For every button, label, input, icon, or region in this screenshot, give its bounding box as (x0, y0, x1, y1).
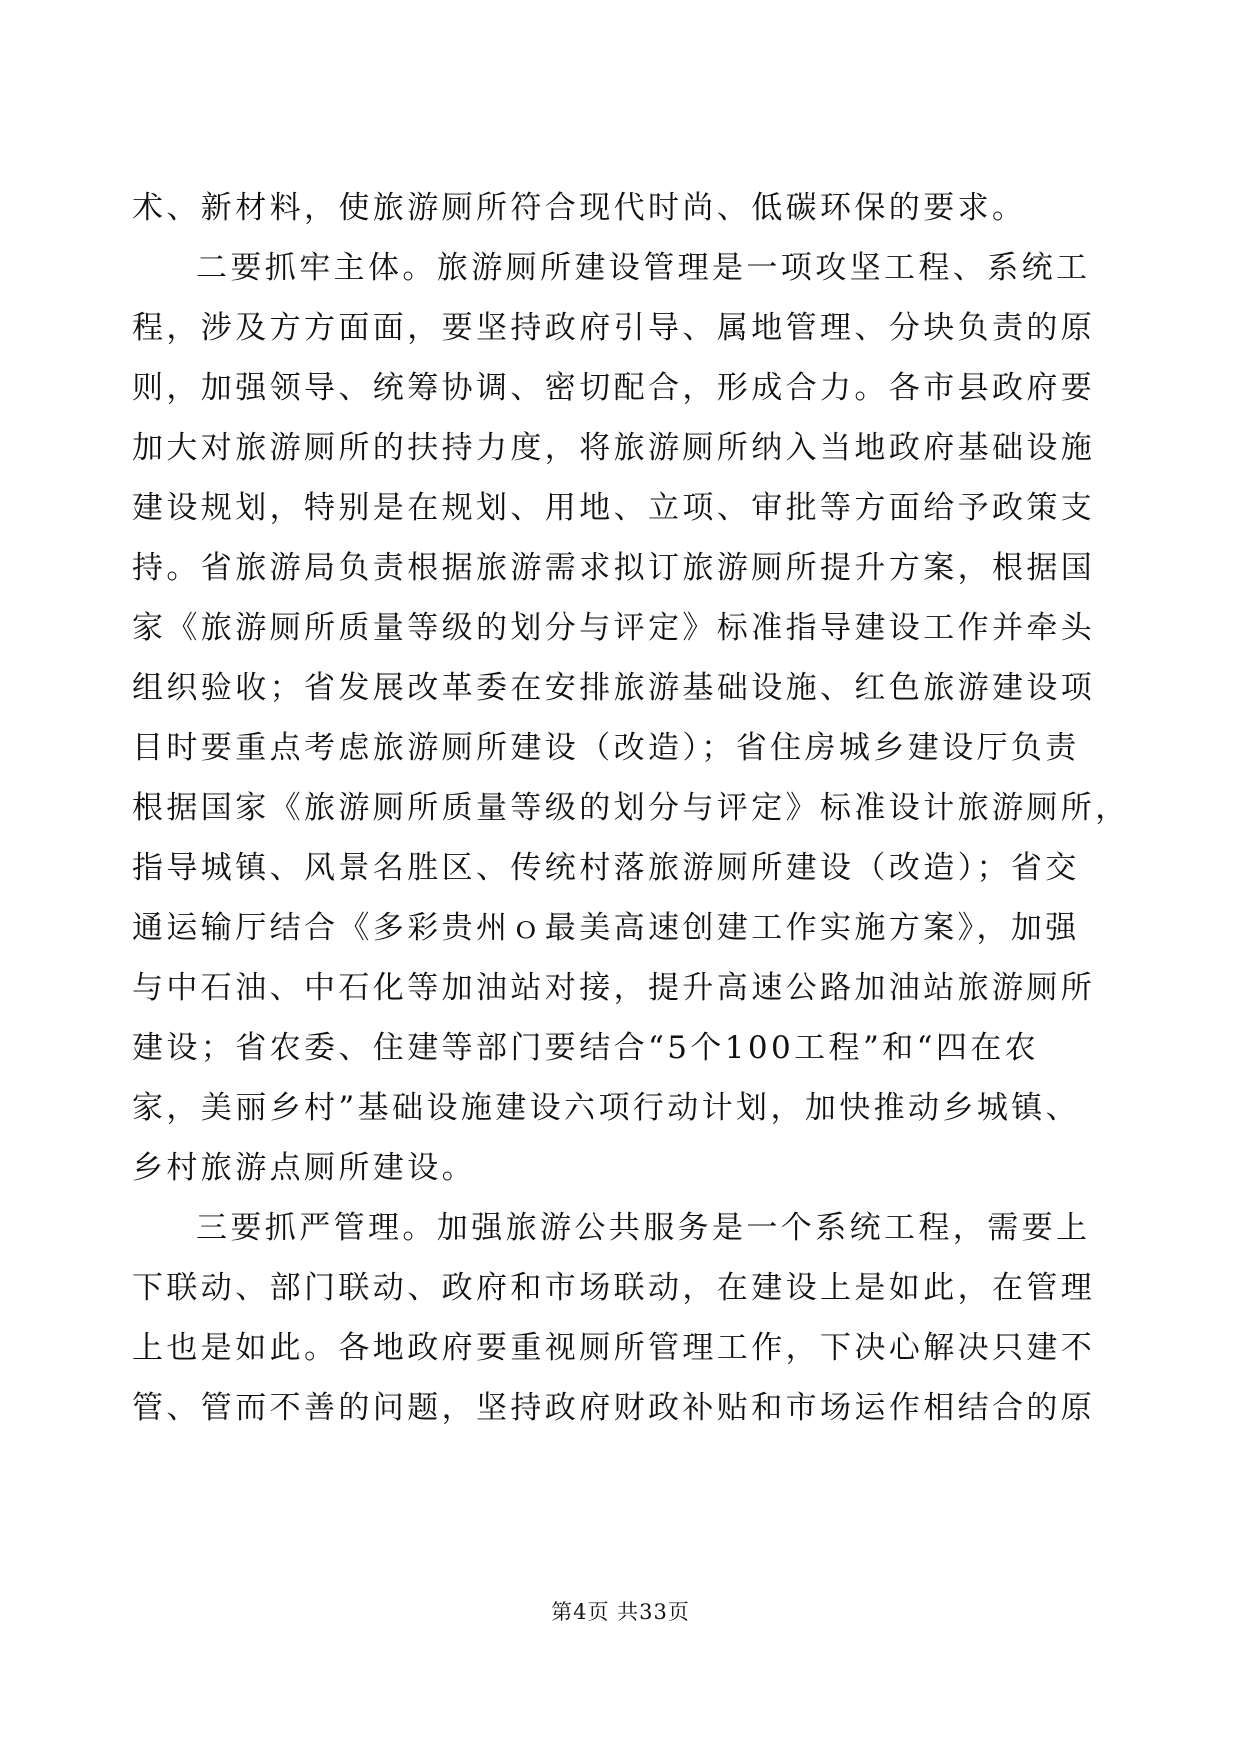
text-line: 术、新材料，使旅游厕所符合现代时尚、低碳环保的要求。 (132, 190, 1027, 226)
text-line: 根据国家《旅游厕所质量等级的划分与评定》标准设计旅游厕所， (132, 790, 1130, 826)
text-line: 建设规划，特别是在规划、用地、立项、审批等方面给予政策支 (132, 490, 1096, 526)
text-line: 家，美丽乡村”基础设施建设六项行动计划，加快推动乡城镇、 (132, 1090, 1081, 1126)
text-line: 组织验收；省发展改革委在安排旅游基础设施、红色旅游建设项 (132, 670, 1096, 706)
page-number-footer: 第4页 共33页 (551, 1600, 690, 1624)
text-line: 家《旅游厕所质量等级的划分与评定》标准指导建设工作并牵头 (132, 610, 1096, 646)
text-line: 乡村旅游点厕所建设。 (132, 1150, 476, 1186)
text-line: 指导城镇、风景名胜区、传统村落旅游厕所建设（改造）；省交 (132, 850, 1080, 886)
text-line: 加大对旅游厕所的扶持力度，将旅游厕所纳入当地政府基础设施 (132, 430, 1096, 466)
text-line: 下联动、部门联动、政府和市场联动，在建设上是如此，在管理 (132, 1270, 1096, 1306)
text-line: 上也是如此。各地政府要重视厕所管理工作，下决心解决只建不 (132, 1330, 1096, 1366)
paragraph-start-line: 二要抓牢主体。旅游厕所建设管理是一项攻坚工程、系统工 (196, 250, 1091, 286)
text-line: 则，加强领导、统筹协调、密切配合，形成合力。各市县政府要 (132, 370, 1096, 406)
paragraph-start-line: 三要抓严管理。加强旅游公共服务是一个系统工程，需要上 (196, 1210, 1091, 1246)
text-line: 持。省旅游局负责根据旅游需求拟订旅游厕所提升方案，根据国 (132, 550, 1096, 586)
text-line: 管、管而不善的问题，坚持政府财政补贴和市场运作相结合的原 (132, 1390, 1096, 1426)
text-line: 建设；省农委、住建等部门要结合“5个100工程”和“四在农 (132, 1030, 1040, 1066)
text-line: 目时要重点考虑旅游厕所建设（改造）；省住房城乡建设厅负责 (132, 730, 1080, 766)
text-line: 通运输厅结合《多彩贵州ｏ最美高速创建工作实施方案》，加强 (132, 910, 1080, 946)
text-line: 与中石油、中石化等加油站对接，提升高速公路加油站旅游厕所 (132, 970, 1096, 1006)
text-line: 程，涉及方方面面，要坚持政府引导、属地管理、分块负责的原 (132, 310, 1096, 346)
